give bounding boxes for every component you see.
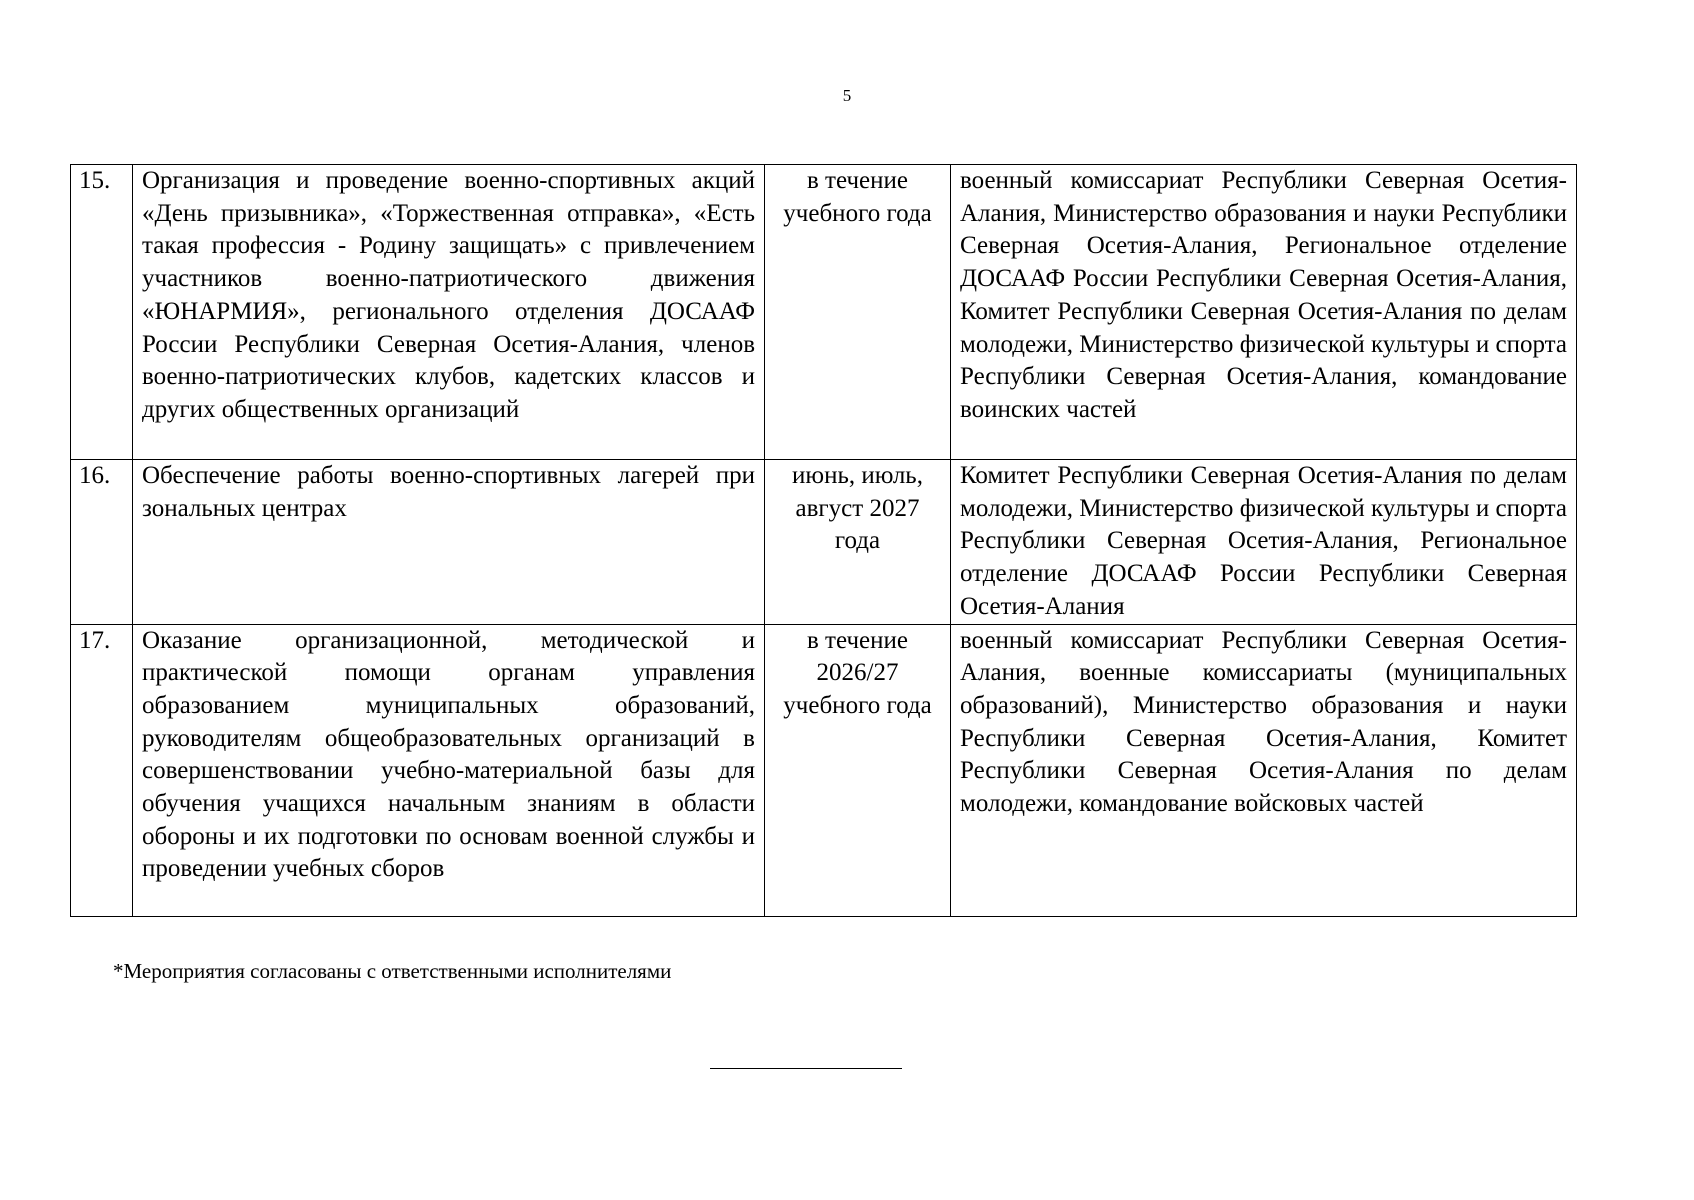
period-cell: в течение учебного года [765, 165, 951, 460]
responsible-cell: Комитет Республики Северная Осетия-Алания по делам молодежи, Министерство физической культуры и спорта Республики Северная Осетия-Алания, Региональное отделение ДОСААФ России Республики Северная Осетия-Алания [951, 460, 1577, 625]
footnote: *Мероприятия согласованы с ответственными исполнителями [113, 959, 672, 983]
table-row [71, 460, 1577, 625]
activity-cell: Обеспечение работы военно-спортивных лагерей при зональных центрах [133, 460, 765, 625]
table-row [71, 165, 1577, 460]
row-number: 16. [71, 460, 133, 625]
page-number: 5 [842, 86, 852, 105]
period-cell: июнь, июль, август 2027 года [765, 460, 951, 625]
period-cell: в течение 2026/27 учебного года [765, 624, 951, 916]
row-number: 17. [71, 624, 133, 916]
table-row [71, 624, 1577, 916]
activity-cell: Организация и проведение военно-спортивных акций «День призывника», «Торжественная отправка», «Есть такая профессия - Родину защищать» с привлечением участников военно-патриотического движения «ЮНАРМИЯ», регионального отделения ДОСААФ России Республики Северная Осетия-Алания, членов военно-патриотических клубов, кадетских классов и других общественных организаций [133, 165, 765, 460]
activity-cell: Оказание организационной, методической и практической помощи органам управления образованием муниципальных образований, руководителям общеобразовательных организаций в совершенствовании учебно-материальной базы для обучения учащихся начальным знаниям в области обороны и их подготовки по основам военной службы и проведении учебных сборов [133, 624, 765, 916]
responsible-cell: военный комиссариат Республики Северная Осетия-Алания, военные комиссариаты (муниципальных образований), Министерство образования и науки Республики Северная Осетия-Алания, Комитет Республики Северная Осетия-Алания по делам молодежи, командование войсковых частей [951, 624, 1577, 916]
end-divider [710, 1068, 902, 1069]
row-number: 15. [71, 165, 133, 460]
activities-table [70, 164, 1577, 917]
responsible-cell: военный комиссариат Республики Северная Осетия-Алания, Министерство образования и науки Республики Северная Осетия-Алания, Региональное отделение ДОСААФ России Республики Северная Осетия-Алания, Комитет Республики Северная Осетия-Алания по делам молодежи, Министерство физической культуры и спорта Республики Северная Осетия-Алания, командование воинских частей [951, 165, 1577, 460]
